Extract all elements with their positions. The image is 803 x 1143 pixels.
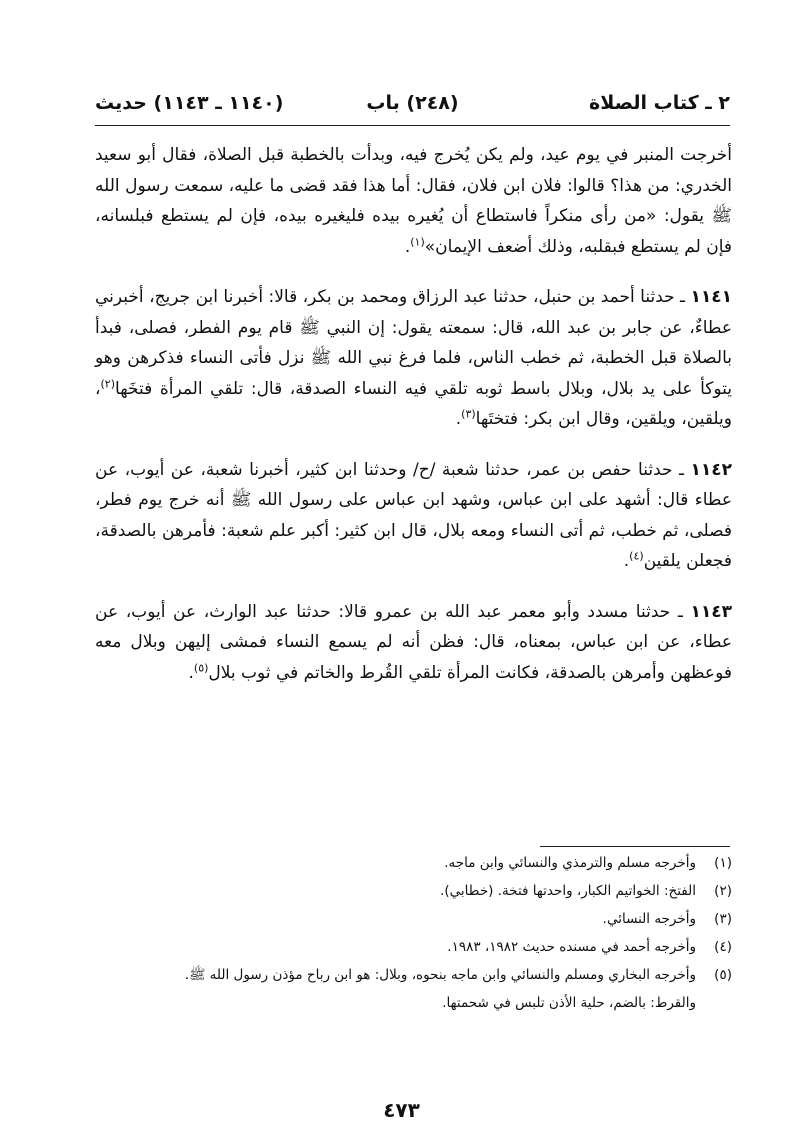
footnote-text: وأخرجه أحمد في مسنده حديث ١٩٨٢، ١٩٨٣. [447, 939, 696, 955]
footnote-rule [540, 846, 730, 847]
hadith-1141 [95, 282, 732, 435]
footnotes [95, 852, 732, 1014]
main-text [95, 140, 732, 688]
paragraph-text: ـ حدثنا أحمد بن حنبل، حدثنا عبد الرزاق ومحمد بن بكر، قالا: أخبرنا ابن جريج، أخبرني عطاءٌ، عن جابر بن عبد الله، قال: سمعته يقول: إن النبي ﷺ قام يوم الفطر، فصلى، فبدأ بالصلاة قبل الخطبة، ثم خطب الناس، فلما فرغ نبي الله ﷺ نزل فأتى النساء فذكرهن وهو يتوكأ على يد بلال، وبلال باسط ثوبه تلقي فيه النساء الصدقة، قال: تلقي المرأة فتخَها [95, 287, 732, 399]
footnote-number: (٤) [714, 939, 732, 955]
footnote-ref: (٢) [100, 376, 116, 390]
hadith-1143 [95, 597, 732, 689]
footnote [95, 936, 732, 958]
footnote-text: وأخرجه النسائي. [602, 911, 696, 927]
footnote [95, 908, 732, 930]
hadith-1142 [95, 455, 732, 577]
header-chapter: ٢ ـ كتاب الصلاة [589, 92, 730, 114]
hadith-number: ١١٤٢ [690, 459, 732, 480]
footnote-number: (٣) [714, 911, 732, 927]
footnote-ref: (٤) [629, 549, 644, 563]
header-section: (٢٤٨) باب [366, 92, 459, 114]
header-hadith-range: (١١٤٠ ـ ١١٤٣) حديث [95, 92, 284, 114]
page-number: ٤٧٣ [383, 1098, 420, 1122]
footnote [95, 880, 732, 902]
paragraph-tail: . [404, 236, 411, 257]
paragraph-text: أخرجت المنبر في يوم عيد، ولم يكن يُخرج فيه، وبدأت بالخطبة قبل الصلاة، فقال أبو سعيد الخدري: من هذا؟ قالوا: فلان ابن فلان، فقال: أما هذا فقد قضى ما عليه، سمعت رسول الله ﷺ يقول: «من رأى منكراً فاستطاع أن يُغيره بيده فليغيره بيده، فإن لم يستطع فبلسانه، فإن لم يستطع فبقلبه، وذلك أضعف الإيمان» [95, 145, 732, 257]
footnote-text: وأخرجه مسلم والترمذي والنسائي وابن ماجه. [444, 855, 696, 871]
footnote-text: الفتخ: الخواتيم الكبار، واحدتها فتخة. (خطابي). [440, 883, 696, 899]
paragraph-text-2: ، ويلقين، ويلقين، وقال ابن بكر: فتختَها [95, 378, 732, 429]
footnote [95, 964, 732, 986]
footnote-number: (٢) [714, 883, 732, 899]
paragraph-tail: . [623, 551, 630, 571]
footnote-number: (٥) [714, 967, 732, 983]
header-rule [95, 125, 730, 126]
hadith-number: ١١٤٣ [690, 601, 733, 622]
paragraph-continuation [95, 140, 732, 262]
paragraph-text: ـ حدثنا حفص بن عمر، حدثنا شعبة /ح/ وحدثنا ابن كثير، أخبرنا شعبة، عن أيوب، عن عطاء قال: أشهد على ابن عباس، وشهد ابن عباس على رسول الله ﷺ أنه خرج يوم فطر، فصلى، ثم خطب، ثم أتى النساء ومعه بلال، قال ابن كثير: أكبر علم شعبة: فأمرهن بالصدقة، فجعلن يلقين [95, 459, 732, 571]
paragraph-tail: . [188, 662, 194, 683]
footnote-ref: (٥) [193, 660, 209, 674]
footnote-number: (١) [714, 855, 732, 871]
footnote-ref: (١) [410, 234, 425, 248]
paragraph-tail: . [455, 409, 462, 429]
footnote-continuation: والقرط: بالضم، حلية الأذن تلبس في شحمتها. [442, 995, 696, 1011]
running-header [95, 88, 730, 122]
hadith-number: ١١٤١ [690, 287, 732, 307]
footnote-text: وأخرجه البخاري ومسلم والنسائي وابن ماجه بنحوه، وبلال: هو ابن رباح مؤذن رسول الله ﷺ. [184, 967, 696, 983]
paragraph-text: ـ حدثنا مسدد وأبو معمر عبد الله بن عمرو قالا: حدثنا عبد الوارث، عن أيوب، عن عطاء، عن ابن عباس، بمعناه، قال: فظن أنه لم يسمع النساء فمشى إليهن وبلال معه فوعظهن وأمرهن بالصدقة، فكانت المرأة تلقي القُرط والخاتم في ثوب بلال [95, 601, 732, 683]
footnote-ref: (٣) [461, 407, 476, 421]
footnote [95, 852, 732, 874]
